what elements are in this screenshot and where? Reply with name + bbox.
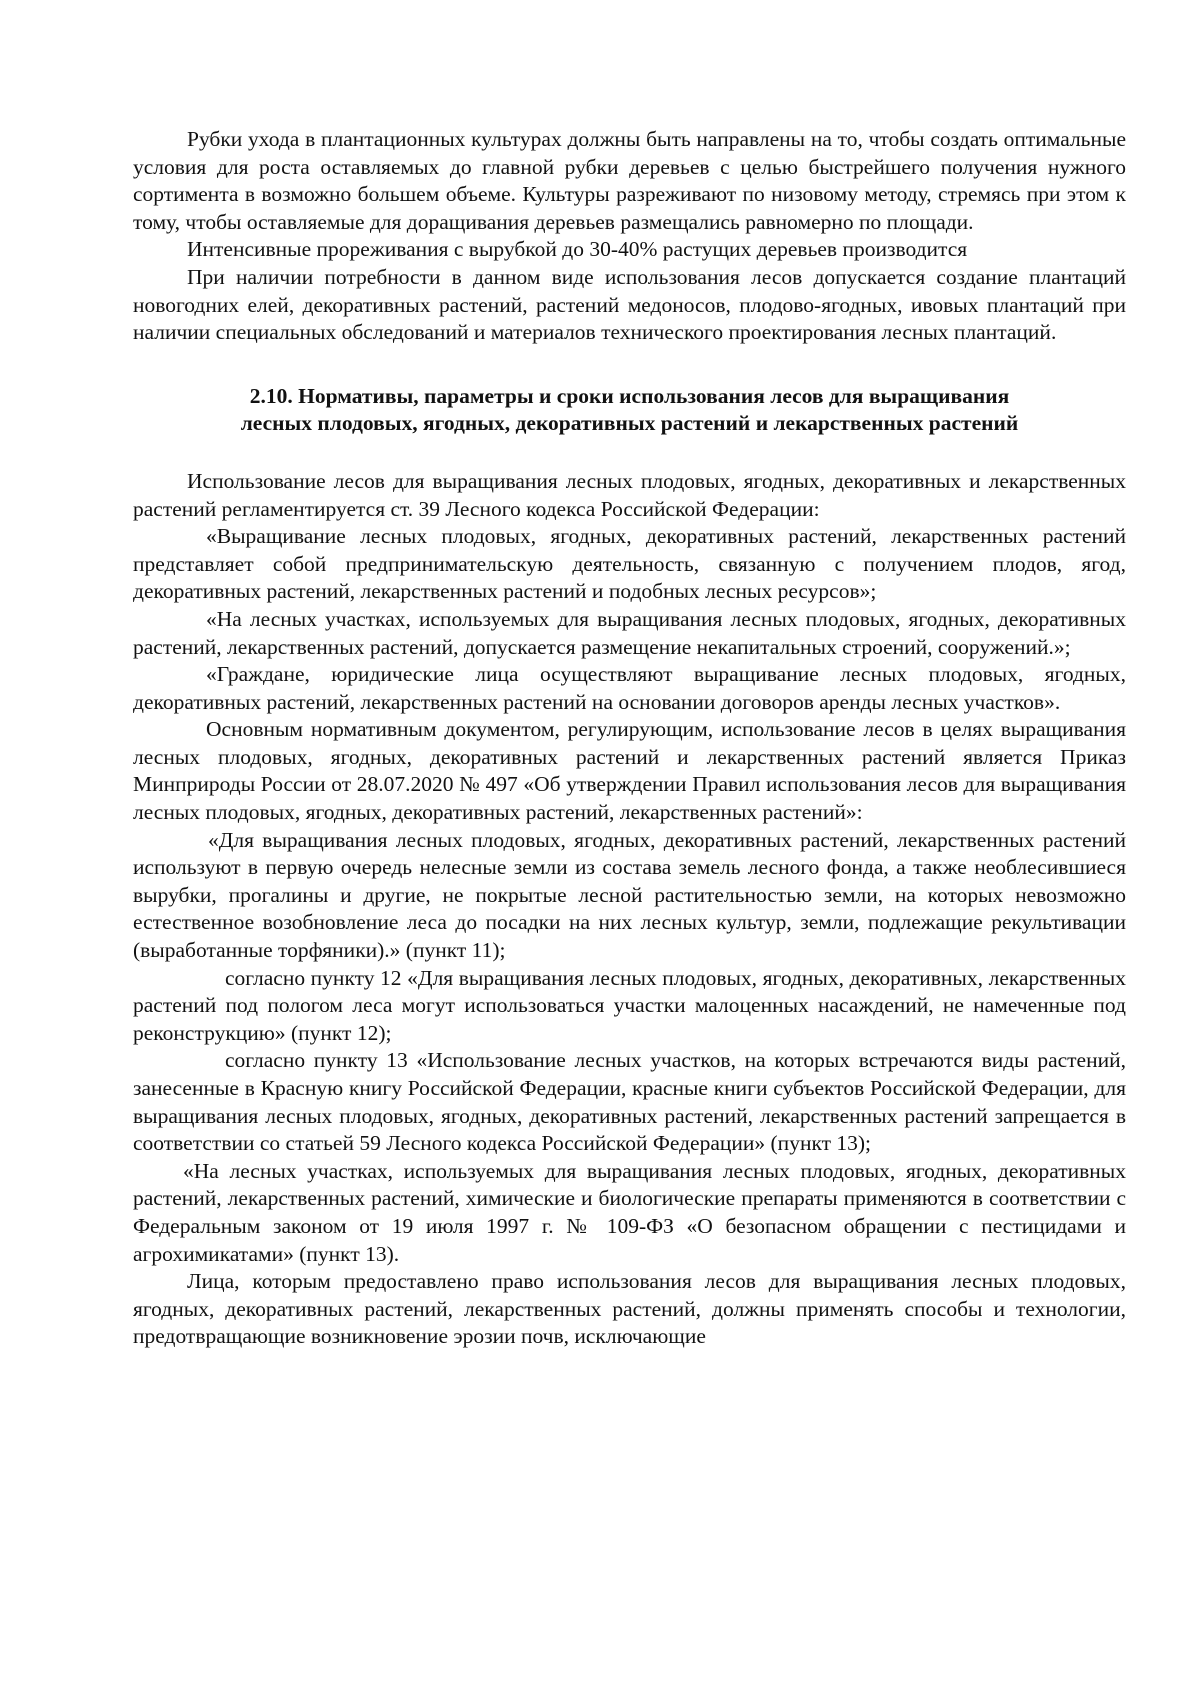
paragraph-quote-business-activity: «Выращивание лесных плодовых, ягодных, декоративных растений, лекарственных растений представляет собой предпринимательскую деятельность, связанную с получением плодов, ягод, декоративных растений, лекарственных растений и подобных лесных ресурсов»;	[133, 524, 1126, 604]
paragraph-item-13-red-book: согласно пункту 13 «Использование лесных участков, на которых встречаются виды растений, занесенные в Красную книгу Российской Федерации, красные книги субъектов Российской Федерации, для выращивания лесных плодовых, ягодных, декоративных растений, лекарственных растений запрещается в соответствии со статьей 59 Лесного кодекса Российской Федерации» (пункт 13);	[133, 1048, 1126, 1156]
spacer	[133, 347, 1126, 383]
paragraph-erosion-prevention: Лица, которым предоставлено право использования лесов для выращивания лесных плодовых, ягодных, декоративных растений, лекарственных растений, должны применять способы и технологии, предотвращающие возникновение эрозии почв, исключающие	[133, 1269, 1126, 1349]
spacer	[133, 438, 1126, 468]
section-heading	[133, 383, 1126, 438]
section-heading-line-2: лесных плодовых, ягодных, декоративных растений и лекарственных растений	[240, 411, 1019, 436]
paragraph-main-regulation: Основным нормативным документом, регулирующим, использование лесов в целях выращивания лесных плодовых, ягодных, декоративных растений и лекарственных растений является Приказ Минприроды России от 28.07.2020 № 497 «Об утверждении Правил использования лесов для выращивания лесных плодовых, ягодных, декоративных растений, лекарственных растений»:	[133, 717, 1126, 825]
paragraph-regulation-article-39: Использование лесов для выращивания лесных плодовых, ягодных, декоративных и лекарственных растений регламентируется ст. 39 Лесного кодекса Российской Федерации:	[133, 468, 1126, 521]
paragraph-item-11: «Для выращивания лесных плодовых, ягодных, декоративных растений, лекарственных растений используют в первую очередь нелесные земли из состава земель лесного фонда, а также необлесившиеся вырубки, прогалины и другие, не покрытые лесной растительностью земли, на которых невозможно естественное возобновление леса до посадки на них лесных культур, земли, подлежащие рекультивации (выработанные торфяники).» (пункт 11);	[133, 827, 1126, 963]
paragraph-plantation-creation: При наличии потребности в данном виде использования лесов допускается создание плантаций новогодних елей, декоративных растений, растений медоносов, плодово-ягодных, ивовых плантаций при наличии специальных обследований и материалов технического проектирования лесных плантаций.	[133, 264, 1126, 345]
section-heading-line-1: 2.10. Нормативы, параметры и сроки использования лесов для выращивания	[249, 383, 1010, 408]
paragraph-item-12: согласно пункту 12 «Для выращивания лесных плодовых, ягодных, декоративных, лекарственных растений под пологом леса могут использоваться участки малоценных насаждений, не намеченные под реконструкцию» (пункт 12);	[133, 965, 1126, 1045]
paragraph-thinning-care: Рубки ухода в плантационных культурах должны быть направлены на то, чтобы создать оптимальные условия для роста оставляемых до главной рубки деревьев с целью быстрейшего получения нужного сортимента в возможно большем объеме. Культуры разреживают по низовому методу, стремясь при этом к тому, чтобы оставляемые для доращивания деревьев размещались равномерно по площади.	[133, 127, 1126, 234]
paragraph-quote-lease: «Граждане, юридические лица осуществляют выращивание лесных плодовых, ягодных, декоративных растений, лекарственных растений на основании договоров аренды лесных участков».	[133, 662, 1126, 714]
paragraph-item-13-chemicals: «На лесных участках, используемых для выращивания лесных плодовых, ягодных, декоративных растений, лекарственных растений, химические и биологические препараты применяются в соответствии с Федеральным законом от 19 июля 1997 г. № 109-ФЗ «О безопасном обращении с пестицидами и агрохимикатами» (пункт 13).	[133, 1158, 1126, 1266]
paragraph-intensive-thinning: Интенсивные прореживания с вырубкой до 30-40% растущих деревьев производится	[187, 237, 968, 262]
paragraph-quote-structures: «На лесных участках, используемых для выращивания лесных плодовых, ягодных, декоративных растений, лекарственных растений, допускается размещение некапитальных строений, сооружений.»;	[133, 606, 1126, 659]
document-body	[133, 126, 1126, 1351]
